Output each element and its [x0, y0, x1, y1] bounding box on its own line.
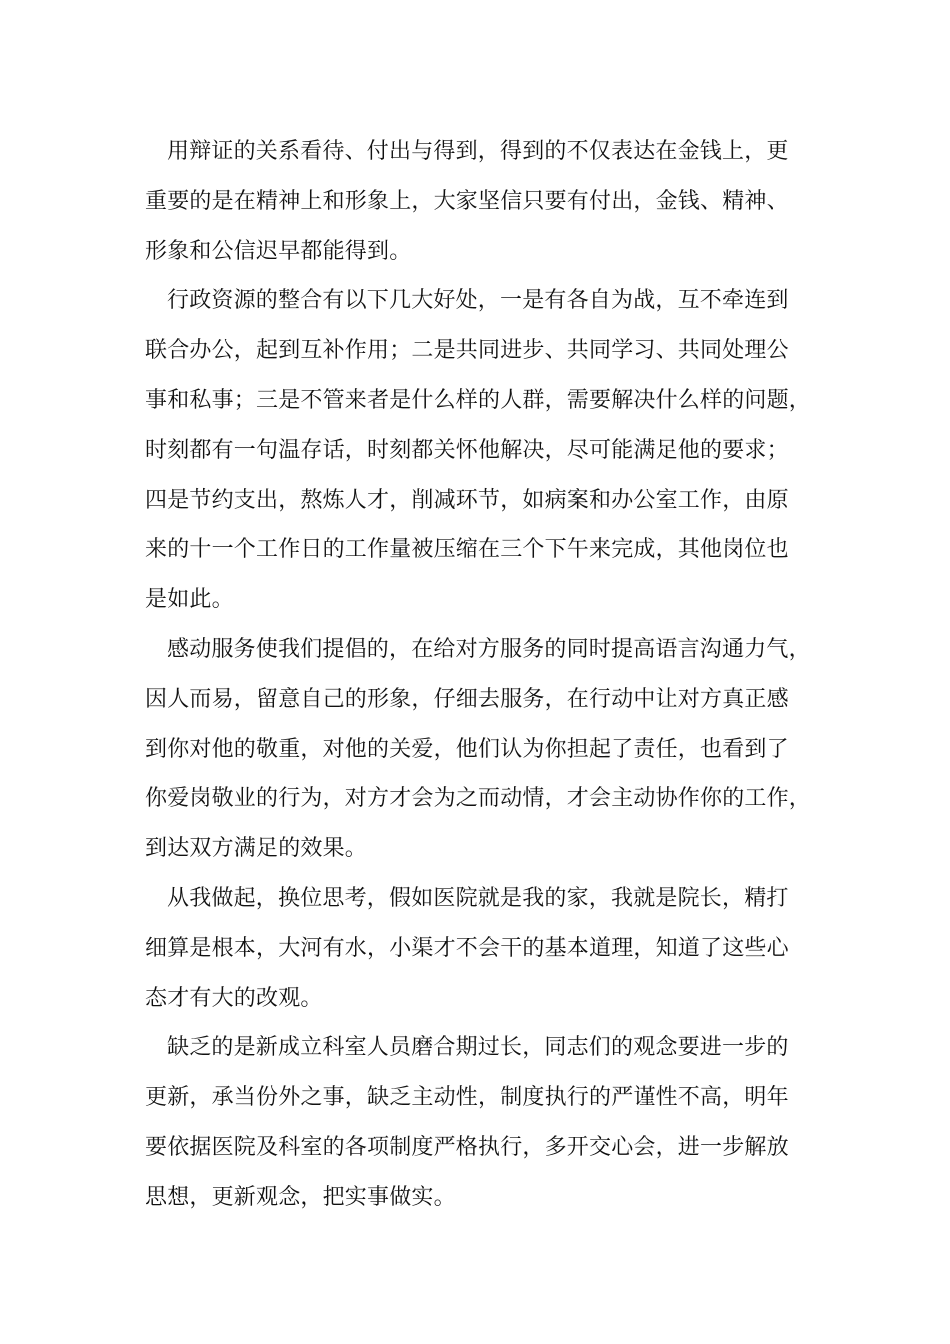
- text-line: 形象和公信迟早都能得到。: [145, 238, 412, 264]
- paragraph-4: [145, 874, 825, 1023]
- paragraph-2: [145, 276, 825, 625]
- text-line: 思想，更新观念，把实事做实。: [145, 1184, 456, 1210]
- text-line: 因人而易，留意自己的形象，仔细去服务，在行动中让对方真正感: [145, 686, 789, 712]
- paragraph-1: [145, 127, 825, 276]
- text-line: 到你对他的敬重，对他的关爱，他们认为你担起了责任，也看到了: [145, 736, 789, 762]
- text-line: 四是节约支出，熬炼人才，削减环节，如病案和办公室工作，由原: [145, 487, 789, 513]
- text-line: 是如此。: [145, 587, 234, 613]
- paragraph-5: [145, 1023, 825, 1222]
- text-line: 到达双方满足的效果。: [145, 836, 368, 862]
- paragraph-3: [145, 625, 825, 874]
- text-line: 细算是根本，大河有水，小渠才不会干的基本道理，知道了这些心: [145, 935, 789, 961]
- text-line: 缺乏的是新成立科室人员磨合期过长，同志们的观念要进一步的: [167, 1035, 789, 1061]
- text-line: 重要的是在精神上和形象上，大家坚信只要有付出，金钱、精神、: [145, 188, 789, 214]
- text-line: 用辩证的关系看待、付出与得到，得到的不仅表达在金钱上，更: [167, 139, 789, 164]
- text-line: 联合办公，起到互补作用；二是共同进步、共同学习、共同处理公: [145, 338, 789, 364]
- text-line: 态才有大的改观。: [145, 985, 323, 1011]
- text-line: 更新，承当份外之事，缺乏主动性，制度执行的严谨性不高，明年: [145, 1085, 789, 1111]
- text-line: 从我做起，换位思考，假如医院就是我的家，我就是院长，精打: [167, 885, 789, 911]
- text-line: 你爱岗敬业的行为，对方才会为之而动情，才会主动协作你的工作，: [145, 786, 812, 812]
- text-line: 来的十一个工作日的工作量被压缩在三个下午来完成，其他岗位也: [145, 537, 789, 563]
- text-line: 事和私事；三是不管来者是什么样的人群，需要解决什么样的问题，: [145, 387, 812, 413]
- document-body: [145, 127, 825, 1223]
- text-line: 行政资源的整合有以下几大好处，一是有各自为战，互不牵连到: [167, 288, 789, 314]
- text-line: 要依据医院及科室的各项制度严格执行，多开交心会，进一步解放: [145, 1134, 789, 1160]
- text-line: 时刻都有一句温存话，时刻都关怀他解决，尽可能满足他的要求；: [145, 437, 789, 463]
- text-line: 感动服务使我们提倡的，在给对方服务的同时提高语言沟通力气，: [167, 636, 811, 662]
